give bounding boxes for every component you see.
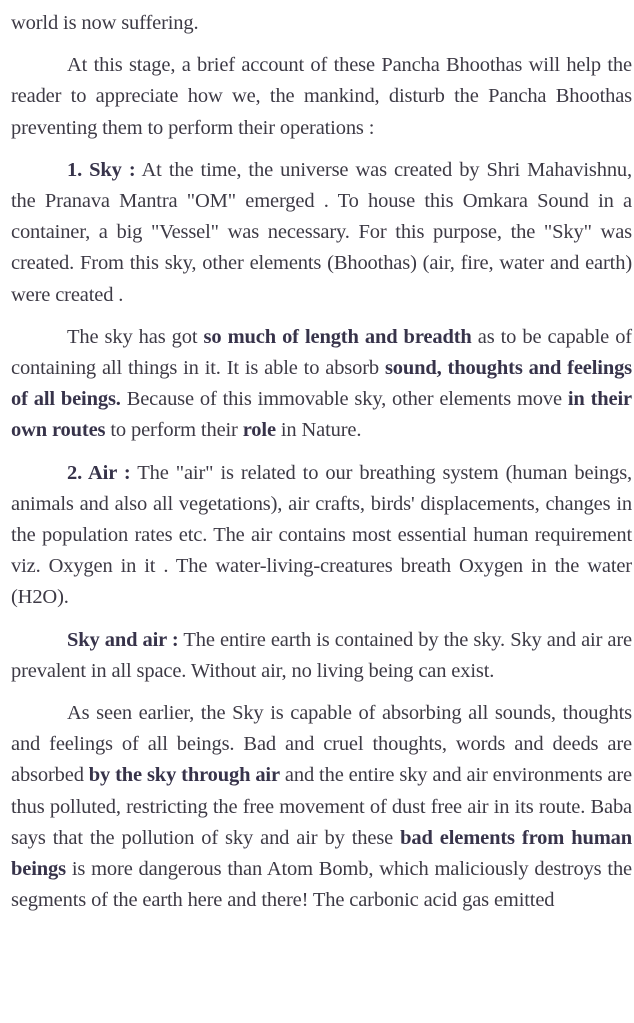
paragraph — [11, 625, 632, 687]
text-run: The entire earth is contained by the sky. Sky and air are prevalent in all space. Without air, no living being can exist. — [11, 628, 632, 682]
text-run: As seen earlier, the Sky is capable of absorbing all sounds, thoughts and feelings of all beings. Bad and cruel thoughts, words and deeds are absorbed — [11, 702, 632, 787]
text-run: and the entire sky and air environments are thus polluted, restricting the free movement of dust free air in its route. Baba says that the pollution of sky and air by these — [11, 764, 632, 849]
text-run: At this stage, a brief account of these Pancha Bhoothas will help the reader to appreciate how we, the mankind, disturb the Pancha Bhoothas preventing them to perform their operations : — [11, 54, 632, 139]
bold-text: 2. Air : — [67, 461, 131, 484]
bold-text: so much of length and breadth — [203, 325, 472, 348]
text-run: as to be capable of containing all things in it. It is able to absorb — [11, 325, 632, 380]
text-run: in Nature. — [275, 419, 362, 442]
text-run: Because of this immovable sky, other elements move — [120, 388, 568, 411]
bold-text: Sky and air : — [67, 628, 179, 651]
bold-text: bad elements from human beings — [11, 826, 632, 881]
text-run: The sky has got — [67, 325, 204, 348]
paragraph — [11, 698, 632, 916]
text-run: The "air" is related to our breathing system (human beings, animals and also all vegetations), air crafts, birds' displacements, changes in the population rates etc. The air contains most essential human requirement viz. Oxygen in it . The water-living-creatures breath Oxygen in the water (H2O). — [11, 461, 632, 609]
text-run: world is now suffering. — [11, 12, 199, 34]
paragraph — [11, 458, 632, 614]
text-run: is more dangerous than Atom Bomb, which maliciously destroys the segments of the earth here and there! The carbonic acid gas emitted — [11, 858, 632, 912]
paragraph — [11, 155, 632, 311]
bold-text: sound, thoughts and feelings of all beings. — [11, 357, 632, 411]
text-run: to perform their — [105, 419, 243, 442]
bold-text: role — [242, 419, 276, 442]
text-run: At the time, the universe was created by Shri Mahavishnu, the Pranava Mantra "OM" emerged . To house this Omkara Sound in a container, a big "Vessel" was necessary. For this purpose, the "Sky" was created. From this sky, other elements (Bhoothas) (air, fire, water and earth) were created . — [11, 158, 632, 306]
bold-text: by the sky through air — [88, 764, 280, 787]
paragraph — [11, 50, 632, 144]
paragraph — [11, 322, 632, 447]
paragraph — [11, 8, 632, 39]
bold-text: in their own routes — [11, 388, 632, 442]
bold-text: 1. Sky : — [67, 158, 136, 181]
